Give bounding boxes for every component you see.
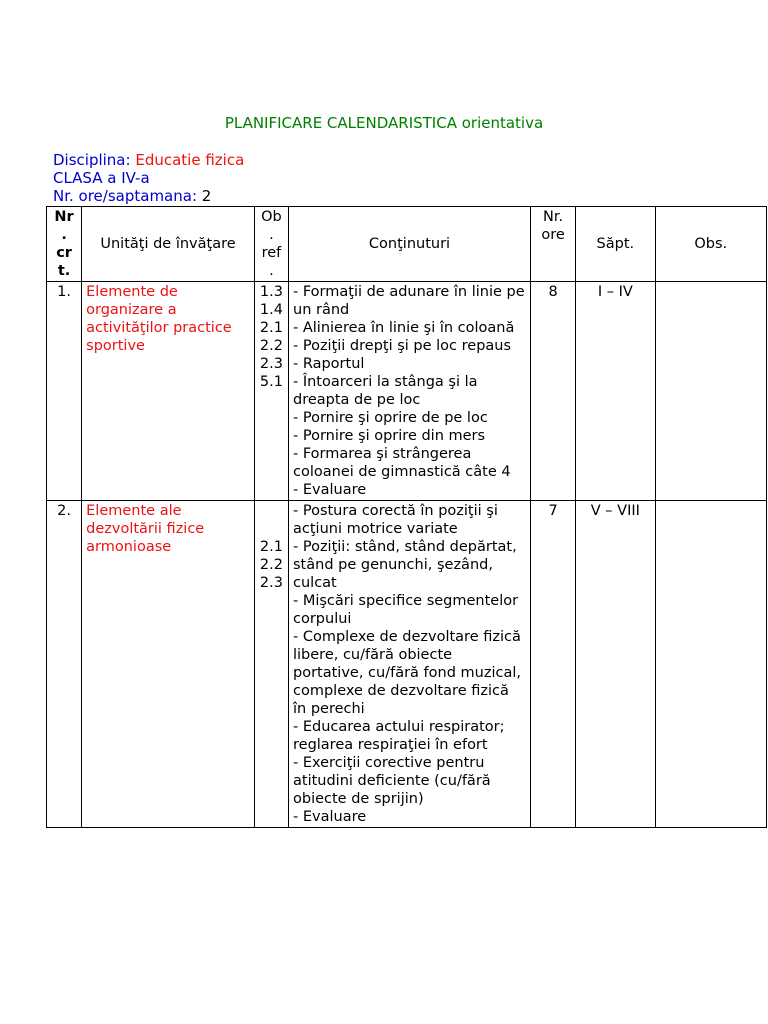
content-item: - Complexe de dezvoltare fizică libere, cu/fără obiecte portative, cu/fără fond muzical, complexe de dezvoltare fizică în perechi [293, 629, 521, 717]
header-unitati: Unităţi de învăţare [82, 207, 255, 282]
content-item: - Pornire şi oprire de pe loc [293, 410, 488, 426]
disciplina-line [53, 151, 244, 169]
row-nr: 1. [47, 282, 82, 501]
ore-line [53, 187, 211, 205]
header-obs: Obs. [655, 207, 766, 282]
row-obref: 2.1 2.2 2.3 [254, 501, 288, 828]
row-unit: Elemente ale dezvoltării fizice armonioase [82, 501, 255, 828]
clasa-label: CLASA a IV-a [53, 169, 150, 187]
content-item: - Poziţii drepţi şi pe loc repaus [293, 338, 512, 354]
content-item: - Formarea şi strângerea coloanei de gimnastică câte 4 [293, 446, 511, 480]
header-sapt: Săpt. [576, 207, 655, 282]
row-obs [655, 282, 766, 501]
content-item: - Pornire şi oprire din mers [293, 428, 486, 444]
row-content [289, 501, 531, 828]
row-ore: 7 [531, 501, 576, 828]
content-item: - Postura corectă în poziţii şi acţiuni motrice variate [293, 503, 498, 537]
row-content [289, 282, 531, 501]
header-nr: Nr . cr t. [47, 207, 82, 282]
row-ore: 8 [531, 282, 576, 501]
row-sapt: V – VIII [576, 501, 655, 828]
ore-label: Nr. ore/saptamana: [53, 187, 198, 205]
content-item: - Întoarceri la stânga şi la dreapta de pe loc [293, 374, 478, 408]
content-item: - Poziţii: stând, stând depărtat, stând pe genunchi, şezând, culcat [293, 539, 517, 591]
content-item: - Evaluare [293, 809, 367, 825]
disciplina-label: Disciplina: [53, 151, 131, 169]
page-title: PLANIFICARE CALENDARISTICA orientativa [224, 114, 544, 132]
ore-value: 2 [201, 187, 212, 205]
row-sapt: I – IV [576, 282, 655, 501]
content-item: - Raportul [293, 356, 365, 372]
table-row [47, 282, 767, 501]
header-continuturi: Conţinuturi [289, 207, 531, 282]
content-item: - Formaţii de adunare în linie pe un rând [293, 284, 525, 318]
disciplina-value: Educatie fizica [135, 151, 245, 169]
content-item: - Exerciţii corective pentru atitudini deficiente (cu/fără obiecte de sprijin) [293, 755, 491, 807]
content-item: - Evaluare [293, 482, 367, 498]
header-obref: Ob . ref . [254, 207, 288, 282]
content-item: - Mişcări specifice segmentelor corpului [293, 593, 519, 627]
planning-table [46, 206, 767, 828]
table-row [47, 501, 767, 828]
content-item: - Alinierea în linie şi în coloană [293, 320, 515, 336]
header-ore: Nr. ore [531, 207, 576, 282]
row-obref: 1.3 1.4 2.1 2.2 2.3 5.1 [254, 282, 288, 501]
table-header-row [47, 207, 767, 282]
content-item: - Educarea actului respirator; reglarea respiraţiei în efort [293, 719, 505, 753]
row-unit: Elemente de organizare a activităţilor practice sportive [82, 282, 255, 501]
row-obs [655, 501, 766, 828]
row-nr: 2. [47, 501, 82, 828]
clasa-line [53, 169, 150, 187]
